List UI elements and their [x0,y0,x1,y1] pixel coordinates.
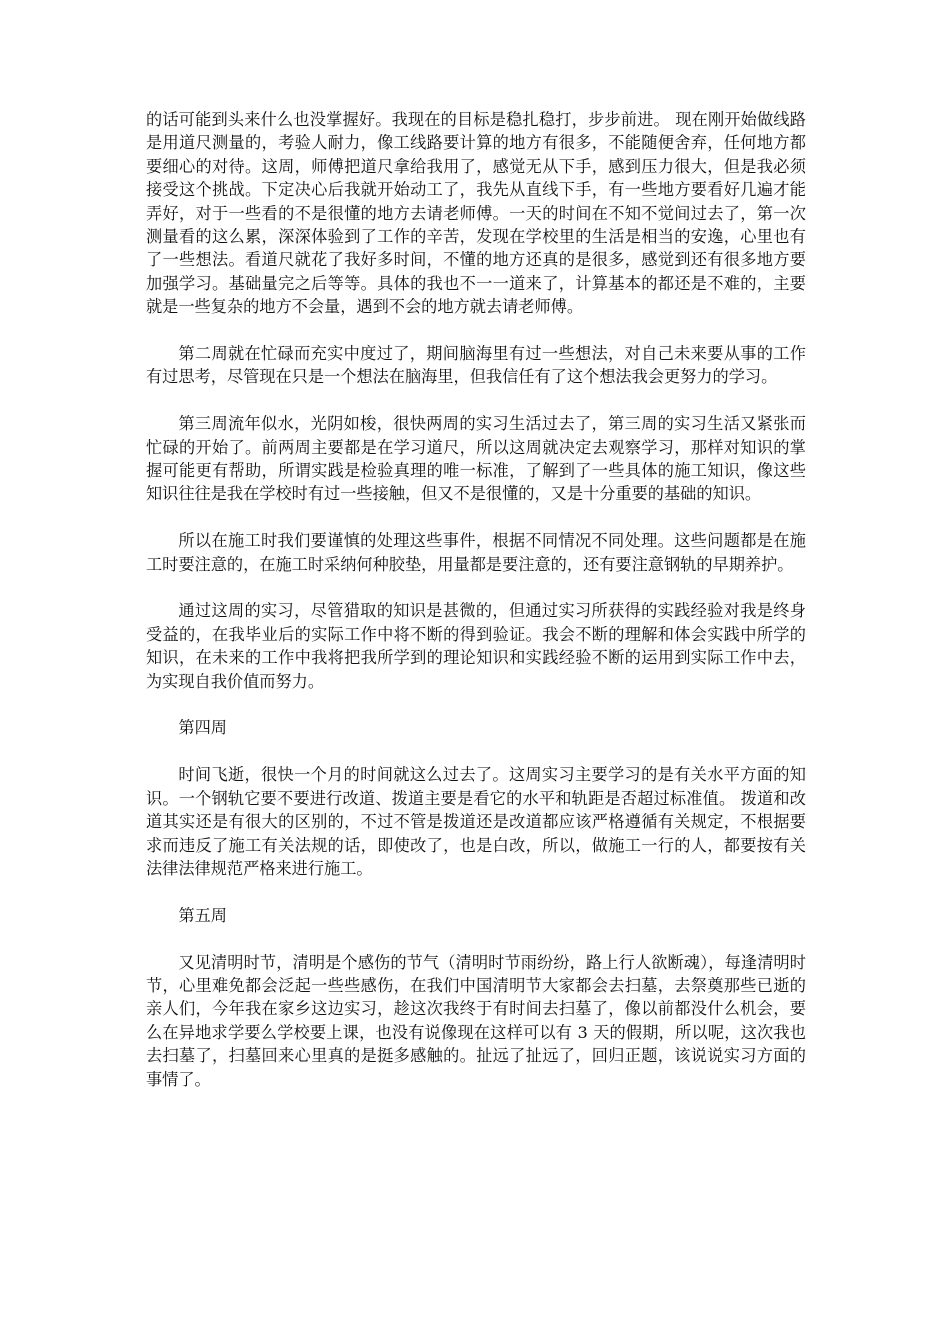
paragraph-week5: 又见清明时节，清明是个感伤的节气（清明时节雨纷纷，路上行人欲断魂），每逢清明时节，心里难免都会泛起一些些感伤，在我们中国清明节大家都会去扫墓，去祭奠那些已逝的亲人们，今年我在家乡这边实习，趁这次我终于有时间去扫墓了，像以前都没什么机会，要么在异地求学要么学校要上课，也没有说像现在这样可以有 3 天的假期，所以呢，这次我也去扫墓了，扫墓回来心里真的是挺多感触的。扯远了扯远了，回归正题，该说说实习方面的事情了。 [146,952,806,1089]
paragraph-week1-continued: 的话可能到头来什么也没掌握好。我现在的目标是稳扎稳打，步步前进。 现在刚开始做线路是用道尺测量的，考验人耐力，像工线路要计算的地方有很多，不能随便舍弃，任何地方都要细心的对待。这周，师傅把道尺拿给我用了，感觉无从下手，感到压力很大，但是我必须接受这个挑战。下定决心后我就开始动工了，我先从直线下手，有一些地方要看好几遍才能弄好，对于一些看的不是很懂的地方去请老师傅。一天的时间在不知不觉间过去了，第一次测量看的这么累，深深体验到了工作的辛苦，发现在学校里的生活是相当的安逸，心里也有了一些想法。看道尺就花了我好多时间，不懂的地方还真的是很多，感觉到还有很多地方要加强学习。基础量完之后等等。具体的我也不一一道来了，计算基本的都还是不难的，主要就是一些复杂的地方不会量，遇到不会的地方就去请老师傅。 [146,110,806,317]
paragraph-week3: 第三周流年似水，光阴如梭，很快两周的实习生活过去了，第三周的实习生活又紧张而忙碌的开始了。前两周主要都是在学习道尺，所以这周就决定去观察学习，那样对知识的掌握可能更有帮助，所谓实践是检验真理的唯一标准，了解到了一些具体的施工知识，像这些知识往往是我在学校时有过一些接触，但又不是很懂的，又是十分重要的基础的知识。 [146,414,806,504]
paragraph-week2: 第二周就在忙碌而充实中度过了，期间脑海里有过一些想法，对自己未来要从事的工作有过思考，尽管现在只是一个想法在脑海里，但我信任有了这个想法我会更努力的学习。 [146,344,806,387]
document-page [146,108,806,1114]
heading-week5: 第五周 [178,905,227,925]
paragraph-week4: 时间飞逝，很快一个月的时间就这么过去了。这周实习主要学习的是有关水平方面的知识。一个钢轨它要不要进行改道、拨道主要是看它的水平和轨距是否超过标准值。 拨道和改道其实还是有很大的区别的，不过不管是拨道还是改道都应该严格遵循有关规定，不根据要求而违反了施工有关法规的话，即使改了，也是白改，所以，做施工一行的人，都要按有关法律法律规范严格来进行施工。 [146,765,806,878]
heading-week4: 第四周 [178,718,227,738]
paragraph-week3-summary: 通过这周的实习，尽管猎取的知识是甚微的，但通过实习所获得的实践经验对我是终身受益的，在我毕业后的实际工作中将不断的得到验证。我会不断的理解和体会实践中所学的知识，在未来的工作中我将把我所学到的理论知识和实践经验不断的运用到实际工作中去，为实现自我价值而努力。 [146,601,806,691]
paragraph-construction-notes: 所以在施工时我们要谨慎的处理这些事件，根据不同情况不同处理。这些问题都是在施工时要注意的，在施工时采纳何种胶垫，用量都是要注意的，还有要注意钢轨的早期养护。 [146,531,806,574]
